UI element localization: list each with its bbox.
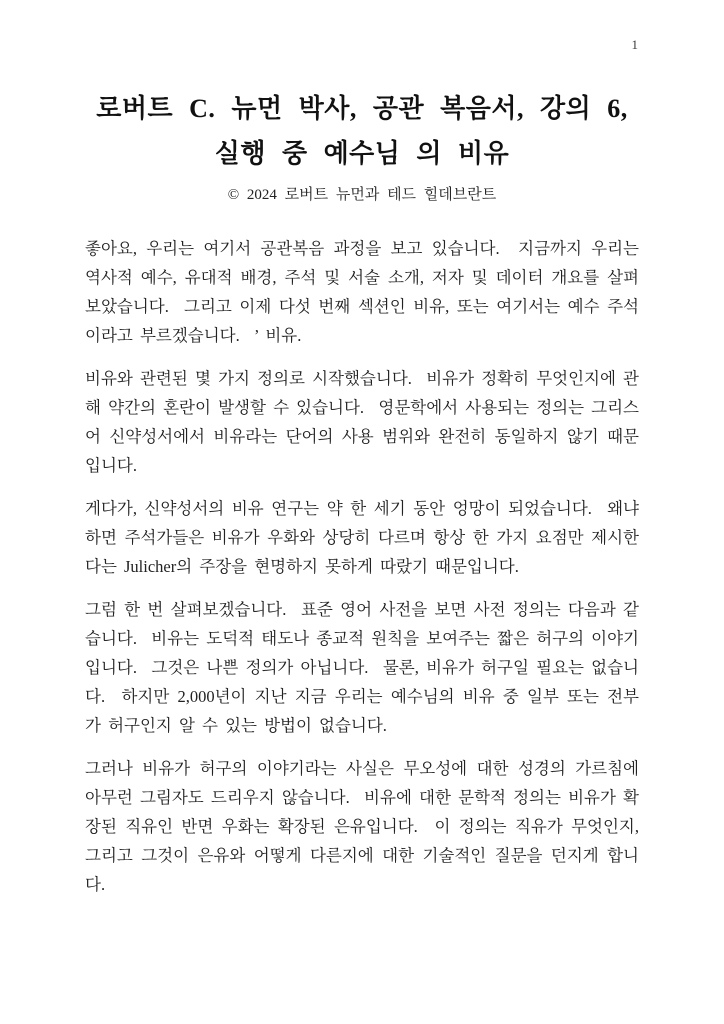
document-title bbox=[0, 0, 724, 176]
document-body bbox=[85, 234, 647, 899]
paragraph-1: 좋아요, 우리는 여기서 공관복음 과정을 보고 있습니다. 지금까지 우리는 역사적 예수, 유대적 배경, 주석 및 서술 소개, 저자 및 데이터 개요를 살펴보았습니다. 그리고 이제 다섯 번째 섹션인 비유, 또는 여기서는 예수 주석이라고 부르겠습니다. ’ 비유. bbox=[85, 239, 647, 345]
paragraph-3: 게다가, 신약성서의 비유 연구는 약 한 세기 동안 엉망이 되었습니다. 왜냐하면 주석가들은 비유가 우화와 상당히 다르며 항상 한 가지 요점만 제시한다는 Julicher의 주장을 현명하지 못하게 따랐기 때문입니다. bbox=[85, 499, 639, 576]
paragraph-2: 비유와 관련된 몇 가지 정의로 시작했습니다. 비유가 정확히 무엇인지에 관해 약간의 혼란이 발생할 수 있습니다. 영문학에서 사용되는 정의는 그리스어 신약성서에서 비유라는 단어의 사용 범위와 완전히 동일하지 않기 때문입니다. bbox=[85, 369, 639, 475]
title-line-1: 로버트 C. 뉴먼 박사, 공관 복음서, 강의 6, bbox=[96, 94, 628, 123]
paragraph-4: 그럼 한 번 살펴보겠습니다. 표준 영어 사전을 보면 사전 정의는 다음과 같습니다. 비유는 도덕적 태도나 종교적 원칙을 보여주는 짧은 허구의 이야기입니다. 그것은 나쁜 정의가 아닙니다. 물론, 비유가 허구일 필요는 없습니다. 하지만 2,000년이 지난 지금 우리는 예수님의 비유 중 일부 또는 전부가 허구인지 알 수 있는 방법이 없습니다. bbox=[85, 600, 639, 735]
paragraph-5: 그러나 비유가 허구의 이야기라는 사실은 무오성에 대한 성경의 가르침에 아무런 그림자도 드리우지 않습니다. 비유에 대한 문학적 정의는 비유가 확장된 직유인 반면 우화는 확장된 은유입니다. 이 정의는 직유가 무엇인지, 그리고 그것이 은유와 어떻게 다른지에 대한 기술적인 질문을 던지게 합니다. bbox=[85, 759, 647, 894]
title-line-2: 실행 중 예수님 의 비유 bbox=[214, 139, 510, 168]
copyright-line: © 2024 로버트 뉴먼과 테드 힐데브란트 bbox=[227, 187, 497, 203]
page-number: 1 bbox=[631, 37, 638, 52]
